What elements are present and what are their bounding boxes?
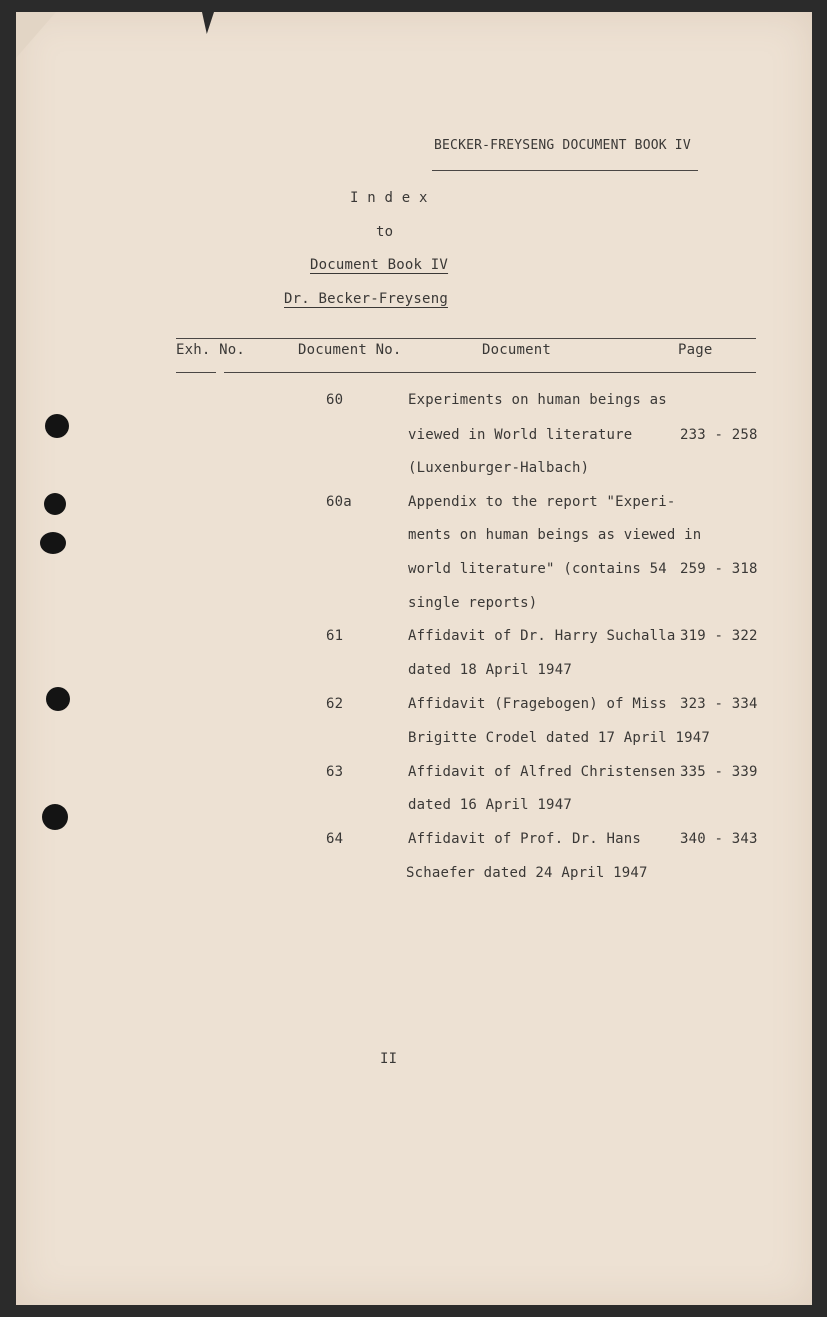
doc-page: 319 - 322 bbox=[680, 628, 758, 644]
doc-line: (Luxenburger-Halbach) bbox=[408, 460, 590, 476]
col-document-no: Document No. bbox=[298, 342, 402, 358]
doc-line: Affidavit (Fragebogen) of Miss bbox=[408, 696, 667, 712]
doc-line: Brigitte Crodel dated 17 April 1947 bbox=[408, 730, 711, 746]
doc-line: Affidavit of Dr. Harry Suchalla bbox=[408, 628, 676, 644]
col-document: Document bbox=[482, 342, 552, 358]
torn-corner bbox=[16, 12, 56, 58]
doc-page: 323 - 334 bbox=[680, 696, 758, 712]
doc-no: 60 bbox=[326, 392, 344, 408]
doc-line: ments on human beings as viewed in bbox=[408, 527, 702, 543]
doc-no: 60a bbox=[326, 494, 352, 510]
doc-no: 61 bbox=[326, 628, 344, 644]
doc-no: 62 bbox=[326, 696, 344, 712]
doc-page: 259 - 318 bbox=[680, 561, 758, 577]
page-number: II bbox=[380, 1051, 398, 1067]
punch-hole bbox=[45, 414, 69, 438]
doc-page: 233 - 258 bbox=[680, 427, 758, 443]
doc-line: Affidavit of Alfred Christensen bbox=[408, 764, 676, 780]
doc-line: world literature" (contains 54 bbox=[408, 561, 667, 577]
table-top-rule bbox=[176, 338, 756, 339]
author-name: Dr. Becker-Freyseng bbox=[284, 291, 448, 307]
doc-line: Schaefer dated 24 April 1947 bbox=[406, 865, 648, 881]
punch-hole bbox=[44, 493, 66, 515]
title-to: to bbox=[376, 224, 394, 240]
doc-line: Affidavit of Prof. Dr. Hans bbox=[408, 831, 641, 847]
doc-line: dated 18 April 1947 bbox=[408, 662, 572, 678]
table-header-rule bbox=[176, 372, 216, 373]
punch-hole bbox=[42, 804, 68, 830]
col-page: Page bbox=[678, 342, 713, 358]
table-header-rule bbox=[224, 372, 756, 373]
col-exh-no: Exh. No. bbox=[176, 342, 246, 358]
punch-hole bbox=[40, 532, 66, 554]
doc-page: 335 - 339 bbox=[680, 764, 758, 780]
torn-notch bbox=[202, 12, 214, 34]
doc-no: 64 bbox=[326, 831, 344, 847]
doc-line: Appendix to the report "Experi- bbox=[408, 494, 676, 510]
doc-no: 63 bbox=[326, 764, 344, 780]
index-title: I n d e x bbox=[350, 190, 428, 206]
doc-page: 340 - 343 bbox=[680, 831, 758, 847]
doc-line: single reports) bbox=[408, 595, 538, 611]
book-title: BECKER-FREYSENG DOCUMENT BOOK IV bbox=[434, 138, 691, 153]
document-book-title: Document Book IV bbox=[310, 257, 449, 273]
header-rule bbox=[432, 170, 698, 171]
doc-line: viewed in World literature bbox=[408, 427, 633, 443]
doc-line: dated 16 April 1947 bbox=[408, 797, 572, 813]
doc-line: Experiments on human beings as bbox=[408, 392, 667, 408]
punch-hole bbox=[46, 687, 70, 711]
